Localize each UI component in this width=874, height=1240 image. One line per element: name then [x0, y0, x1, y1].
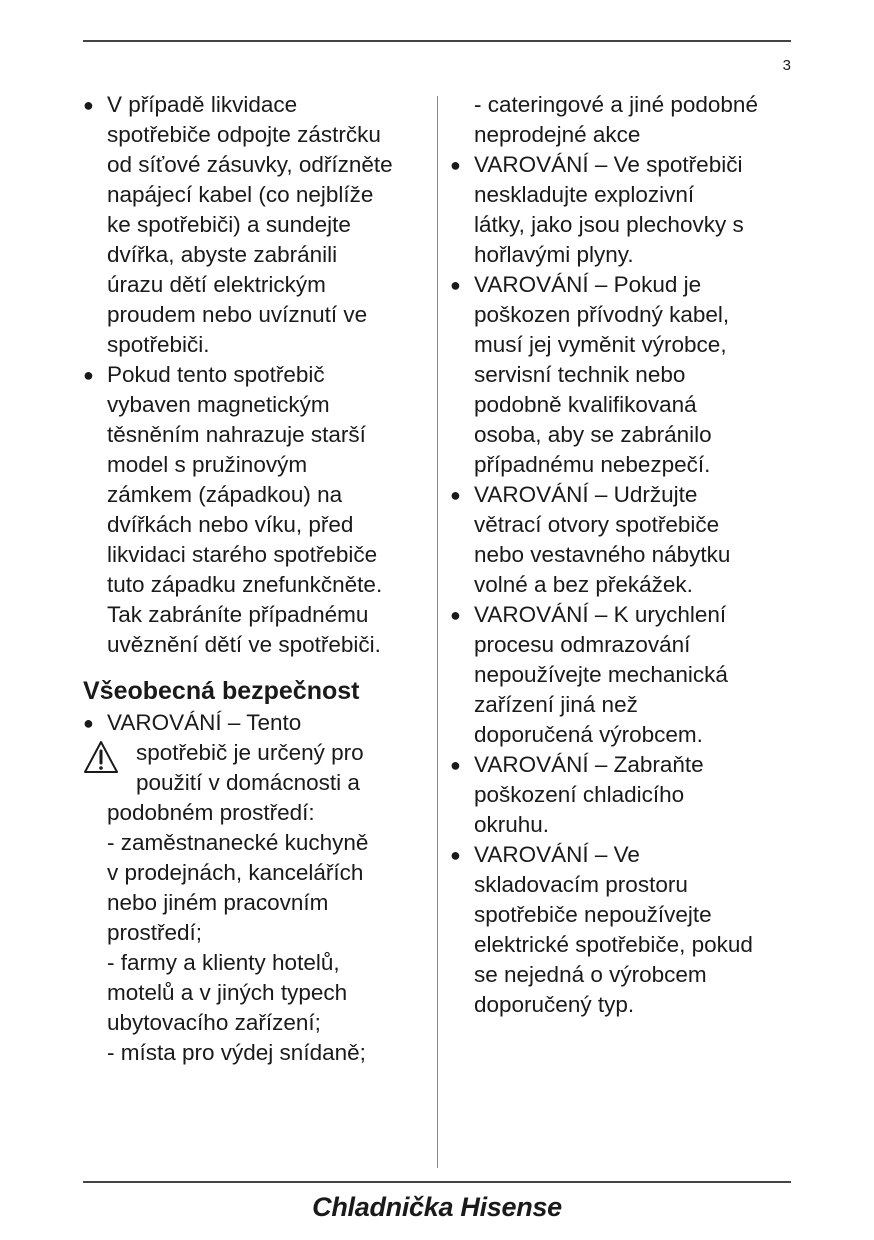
bullet: ● — [450, 155, 461, 175]
bullet: ● — [450, 275, 461, 295]
text-line: nepoužívejte mechanická — [474, 662, 728, 687]
text-line: zařízení jiná než — [474, 692, 638, 717]
footer-rule — [83, 1181, 791, 1183]
text-line: doporučená výrobcem. — [474, 722, 703, 747]
text-line: VAROVÁNÍ – Udržujte — [474, 482, 698, 507]
text-line: proudem nebo uvíznutí ve — [107, 302, 368, 327]
text-line: ubytovacího zařízení; — [107, 1010, 321, 1035]
footer-title: Chladnička Hisense — [312, 1192, 562, 1222]
text-line: uvěznění dětí ve spotřebiči. — [107, 632, 381, 657]
text-line: v prodejnách, kancelářích — [107, 860, 364, 885]
section-heading: Všeobecná bezpečnost — [83, 677, 360, 705]
text-line: VAROVÁNÍ – Pokud je — [474, 272, 702, 297]
left-column — [83, 90, 428, 1068]
bullet: ● — [450, 755, 461, 775]
bullet: ● — [450, 485, 461, 505]
text-line: se nejedná o výrobcem — [474, 962, 707, 987]
text-line: od síťové zásuvky, odřízněte — [107, 152, 393, 177]
list-item-magnetic-seal — [83, 360, 428, 660]
text-line: elektrické spotřebiče, pokud — [474, 932, 753, 957]
text-line: úrazu dětí elektrickým — [107, 272, 326, 297]
page-number: 3 — [782, 57, 791, 74]
list-item-power-cable — [450, 270, 795, 480]
text-line: poškozen přívodný kabel, — [474, 302, 730, 327]
text-line: případnému nebezpečí. — [474, 452, 711, 477]
text-line: větrací otvory spotřebiče — [474, 512, 720, 537]
text-line: skladovacím prostoru — [474, 872, 688, 897]
text-line: VAROVÁNÍ – Ve — [474, 842, 640, 867]
text-line: doporučený typ. — [474, 992, 635, 1017]
text-line: hořlavými plyny. — [474, 242, 634, 267]
text-line: dvířkách nebo víku, před — [107, 512, 354, 537]
list-item-ventilation — [450, 480, 795, 600]
text-line: servisní technik nebo — [474, 362, 686, 387]
text-line: V případě likvidace — [107, 92, 298, 117]
text-line: model s pružinovým — [107, 452, 308, 477]
bullet: ● — [450, 605, 461, 625]
text-line: okruhu. — [474, 812, 550, 837]
text-line: - místa pro výdej snídaně; — [107, 1040, 366, 1065]
text-line: Tak zabráníte případnému — [107, 602, 369, 627]
text-line: látky, jako jsou plechovky s — [474, 212, 744, 237]
text-line: spotřebič je určený pro — [136, 740, 364, 765]
text-line: likvidaci starého spotřebiče — [107, 542, 378, 567]
text-line: osoba, aby se zabránilo — [474, 422, 712, 447]
text-line: spotřebiči. — [107, 332, 210, 357]
list-item-defrosting — [450, 600, 795, 750]
bullet: ● — [83, 95, 94, 115]
text-line: dvířka, abyste zabránili — [107, 242, 338, 267]
text-line: procesu odmrazování — [474, 632, 691, 657]
text-line: nebo jiném pracovním — [107, 890, 329, 915]
list-item-explosives — [450, 150, 795, 270]
text-line: zámkem (západkou) na — [107, 482, 343, 507]
text-line: tuto západku znefunkčněte. — [107, 572, 383, 597]
header-rule — [83, 40, 791, 42]
right-column — [450, 90, 795, 1020]
text-line: VAROVÁNÍ – Zabraňte — [474, 752, 704, 777]
text-line: napájecí kabel (co nejblíže — [107, 182, 374, 207]
text-line: VAROVÁNÍ – Tento — [107, 710, 302, 735]
text-line: spotřebiče nepoužívejte — [474, 902, 712, 927]
text-line: podobně kvalifikovaná — [474, 392, 697, 417]
text-line: spotřebiče odpojte zástrčku — [107, 122, 381, 147]
bullet: ● — [83, 713, 94, 733]
text-line: těsněním nahrazuje starší — [107, 422, 366, 447]
text-line: musí jej vyměnit výrobce, — [474, 332, 727, 357]
text-line: Pokud tento spotřebič — [107, 362, 325, 387]
text-line: ke spotřebiči) a sundejte — [107, 212, 351, 237]
text-line: prostředí; — [107, 920, 203, 945]
text-line: - zaměstnanecké kuchyně — [107, 830, 369, 855]
list-item-cooling-circuit — [450, 750, 795, 840]
column-divider — [437, 96, 438, 1168]
text-line: VAROVÁNÍ – K urychlení — [474, 602, 727, 627]
text-line: použití v domácnosti a — [136, 770, 360, 795]
text-line: - farmy a klienty hotelů, — [107, 950, 340, 975]
text-line: VAROVÁNÍ – Ve spotřebiči — [474, 152, 743, 177]
warning-triangle-icon — [83, 740, 119, 774]
text-line: podobném prostředí: — [107, 800, 315, 825]
text-line: motelů a v jiných typech — [107, 980, 348, 1005]
bullet: ● — [450, 845, 461, 865]
text-line: vybaven magnetickým — [107, 392, 330, 417]
list-item-disposal — [83, 90, 428, 360]
text-line: poškození chladicího — [474, 782, 685, 807]
continuation-text — [450, 90, 795, 150]
text-line: volné a bez překážek. — [474, 572, 693, 597]
text-line: - cateringové a jiné podobné — [474, 92, 758, 117]
text-line: neprodejné akce — [474, 122, 641, 147]
list-item-household-use — [83, 708, 428, 1068]
list-item-electrical-appliances — [450, 840, 795, 1020]
text-line: neskladujte explozivní — [474, 182, 695, 207]
bullet: ● — [83, 365, 94, 385]
text-line: nebo vestavného nábytku — [474, 542, 731, 567]
